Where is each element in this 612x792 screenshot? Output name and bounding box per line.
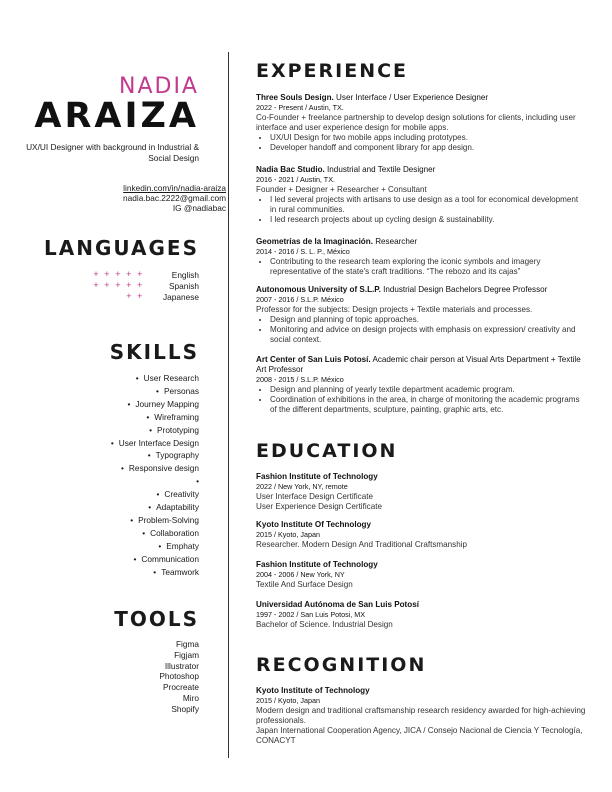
first-name: NADIA xyxy=(119,74,199,99)
tool-item: Figma xyxy=(175,639,199,649)
education-entry xyxy=(256,472,586,512)
entry-line: User Interface Design Certificate xyxy=(256,491,373,501)
language-name: English xyxy=(171,270,199,280)
experience-entry xyxy=(256,285,586,344)
bullet-icon: • xyxy=(158,540,162,551)
bullet-icon: • xyxy=(130,514,134,525)
skill-item xyxy=(148,450,199,460)
languages-heading: LANGUAGES xyxy=(44,236,199,260)
role: Industrial and Textile Designer xyxy=(324,165,436,174)
education-entry xyxy=(256,520,586,550)
entry-title xyxy=(256,285,586,295)
bullet-icon: • xyxy=(149,424,153,435)
organization: Kyoto Institute of Technology xyxy=(256,686,370,695)
entry-description: Professor for the subjects: Design projects + Textile materials and processes. xyxy=(256,304,533,314)
skill-label: Typography xyxy=(155,450,199,461)
bullet-icon: • xyxy=(147,450,151,461)
tool-item: Procreate xyxy=(163,682,199,693)
organization: Three Souls Design. xyxy=(256,93,334,102)
entry-title xyxy=(256,237,586,247)
bullet-list xyxy=(256,385,586,415)
bullet-icon: • xyxy=(146,411,150,422)
bullet-item: • I led several projects with artisans to use design as a tool for economical development in rural communities. xyxy=(270,195,586,215)
organization: Art Center of San Luis Potosí. xyxy=(256,355,371,364)
entry-line: Modern design and traditional craftsmanship research residency awarded for high-achieving professionals. xyxy=(256,705,586,725)
skill-label: Responsive design xyxy=(128,463,199,474)
education-entry xyxy=(256,560,586,590)
language-level: + + + + + xyxy=(93,280,144,290)
entry-line: Researcher. Modern Design And Traditional Craftsmanship xyxy=(256,539,467,549)
skill-item xyxy=(133,554,199,564)
language-level: + + + + + xyxy=(93,269,144,279)
bullet-icon: • xyxy=(142,527,146,538)
skill-label: Emphaty xyxy=(166,540,199,551)
bullet-icon: • xyxy=(156,385,159,396)
bullet-item: • I led research projects about up cycling design & sustainability. xyxy=(270,215,586,225)
entry-date: 2022 / New York, NY, remote xyxy=(256,481,348,491)
entry-line: Textile And Surface Design xyxy=(256,579,353,589)
entry-description: Co-Founder + freelance partnership to develop design solutions for clients, including user interface and user experience design for mobile apps. xyxy=(256,112,576,132)
skills-heading: SKILLS xyxy=(109,340,199,364)
bullet-item: • Coordination of exhibitions in the area, in charge of monitoring the academic programs of the different departments, sculpture, painting, graphic arts, etc. xyxy=(270,395,586,415)
experience-entry xyxy=(256,355,586,414)
tool-item: Photoshop xyxy=(159,671,199,682)
skill-item xyxy=(127,399,199,409)
skill-label: Problem-Solving xyxy=(138,514,199,525)
organization: Fashion Institute of Technology xyxy=(256,560,378,569)
entry-date: 2016 - 2021 / Austin, TX. xyxy=(256,174,335,184)
tool-item: Illustrator xyxy=(164,660,199,671)
skill-label: Wireframing xyxy=(154,411,199,422)
entry-description: Founder + Designer + Researcher + Consultant xyxy=(256,184,427,194)
experience-entry xyxy=(256,165,586,224)
bullet-item: • Monitoring and advice on design projects with emphasis on expression/ creativity and social context. xyxy=(270,325,586,345)
organization: Nadia Bac Studio. xyxy=(256,165,325,174)
skill-item xyxy=(158,541,199,551)
tool-item: Miro xyxy=(182,693,199,703)
bullet-icon: • xyxy=(156,489,160,500)
recognition-heading: RECOGNITION xyxy=(256,654,427,676)
recognition-entry xyxy=(256,686,586,745)
skill-item xyxy=(153,567,199,577)
skill-item xyxy=(146,412,199,422)
role: Academic chair person at Visual Arts Department + Textile Art Professor xyxy=(256,355,581,374)
skill-item xyxy=(149,425,199,435)
bullet-list xyxy=(256,133,586,153)
language-name: Japanese xyxy=(163,292,199,302)
column-divider xyxy=(228,52,229,758)
skill-item xyxy=(148,502,199,512)
entry-date: 2015 / Kyoto, Japan xyxy=(256,695,320,705)
organization: Universidad Autónoma de San Luis Potosí xyxy=(256,600,419,609)
bullet-item: • Developer handoff and component library for app design. xyxy=(270,143,586,153)
entry-date: 2015 / Kyoto, Japan xyxy=(256,529,320,539)
tool-item: Shopify xyxy=(171,703,199,714)
education-heading: EDUCATION xyxy=(256,440,398,462)
role: User Interface / User Experience Designer xyxy=(333,93,489,102)
email-text: nadia.bac.2222@gmail.com xyxy=(123,193,226,204)
entry-line: Japan International Cooperation Agency, JICA / Consejo Nacional de Ciencia Y Tecnología, CONACYT xyxy=(256,725,583,745)
bullet-item: • UX/UI Design for two mobile apps including prototypes. xyxy=(270,133,586,143)
entry-date: 1997 - 2002 / San Luis Potosi, MX xyxy=(256,609,366,619)
bullet-list xyxy=(256,195,586,225)
bullet-icon: • xyxy=(120,463,124,474)
tagline: UX/UI Designer with background in Industrial & Social Design xyxy=(26,142,199,163)
entry-date: 2022 - Present / Austin, TX. xyxy=(256,102,344,112)
tool-item: Figjam xyxy=(174,649,199,660)
education-entry xyxy=(256,600,586,630)
skill-label: Creativity xyxy=(164,489,199,500)
skill-item xyxy=(111,438,199,448)
linkedin-link[interactable]: linkedin.com/in/nadia-araiza xyxy=(123,183,226,193)
organization: Geometrías de la Imaginación. xyxy=(256,237,373,246)
language-name: Spanish xyxy=(169,281,199,291)
skill-label: Journey Mapping xyxy=(135,398,199,409)
experience-heading: EXPERIENCE xyxy=(256,60,409,82)
organization: Fashion Institute of Technology xyxy=(256,472,378,481)
entry-date: 2004 - 2006 / New York, NY xyxy=(256,569,345,579)
skill-item xyxy=(136,373,199,383)
skill-item xyxy=(156,386,199,396)
bullet-icon: • xyxy=(196,476,199,487)
skill-label: Prototyping xyxy=(157,424,199,435)
bullet-item: • Design and planning of topic approaches. xyxy=(270,315,586,325)
entry-title xyxy=(256,165,586,175)
bullet-item: • Design and planning of yearly textile department academic program. xyxy=(270,385,586,395)
skill-label: Communication xyxy=(141,553,199,564)
skill-label: User Research xyxy=(143,373,199,383)
organization: Kyoto Institute Of Technology xyxy=(256,520,371,529)
role: Researcher xyxy=(372,237,418,246)
bullet-icon: • xyxy=(133,553,137,564)
language-level: + + xyxy=(126,291,144,301)
skill-item xyxy=(142,528,199,538)
skill-item xyxy=(130,515,199,525)
skill-label: Collaboration xyxy=(150,527,199,538)
skill-item xyxy=(196,476,199,486)
instagram-text: IG @nadiabac xyxy=(172,203,226,214)
tools-heading: TOOLS xyxy=(114,607,199,631)
entry-date: 2014 - 2016 / S. L. P., México xyxy=(256,246,350,256)
bullet-icon: • xyxy=(135,373,139,383)
skill-item xyxy=(121,463,199,473)
skill-label: Personas xyxy=(163,385,199,396)
bullet-icon: • xyxy=(148,502,152,512)
entry-line: User Experience Design Certificate xyxy=(256,501,382,511)
experience-entry xyxy=(256,237,586,277)
last-name: ARAIZA xyxy=(34,96,199,136)
bullet-item: • Contributing to the research team exploring the iconic symbols and imagery representative of the state's craft traditions. “The rebozo and its cajas” xyxy=(270,257,586,277)
role: Industrial Design Bachelors Degree Professor xyxy=(380,285,548,294)
entry-date: 2008 - 2015 / S.L.P. México xyxy=(256,374,344,384)
bullet-icon: • xyxy=(127,398,131,409)
bullet-icon: • xyxy=(153,566,157,577)
bullet-list xyxy=(256,257,586,277)
organization: Autonomous University of S.L.P. xyxy=(256,285,381,294)
entry-title xyxy=(256,93,586,103)
skill-label: Adaptability xyxy=(156,502,199,512)
entry-line: Bachelor of Science. Industrial Design xyxy=(256,619,393,629)
skill-item xyxy=(157,489,199,499)
entry-date: 2007 - 2016 / S.L.P. México xyxy=(256,294,344,304)
skill-label: Teamwork xyxy=(161,566,199,577)
entry-title xyxy=(256,355,586,375)
bullet-icon: • xyxy=(110,437,114,448)
bullet-list xyxy=(256,315,586,345)
skill-label: User Interface Design xyxy=(118,437,199,448)
experience-entry xyxy=(256,93,586,152)
contact-block xyxy=(123,183,226,214)
